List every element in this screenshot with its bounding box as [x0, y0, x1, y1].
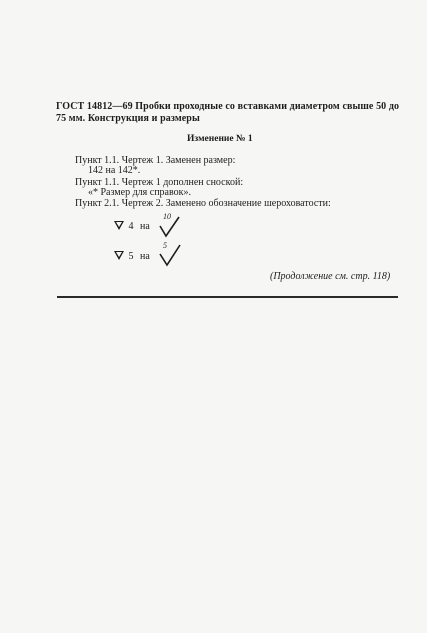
- paragraph-5: Пункт 2.1. Чертеж 2. Заменено обозначение шероховатости:: [75, 198, 331, 209]
- paragraph-2: 142 на 142*.: [88, 165, 141, 176]
- paragraph-4: «* Размер для справок».: [88, 187, 191, 198]
- roughness-row-2: [114, 250, 150, 262]
- horizontal-rule: [57, 296, 398, 298]
- heading-line-1: ГОСТ 14812—69 Пробки проходные со вставками диаметром свыше 50 до: [56, 101, 400, 112]
- roughness-triangle-icon: [114, 251, 124, 260]
- heading-line-2: 75 мм. Конструкция и размеры: [56, 113, 200, 124]
- roughness-old-class: 5: [128, 251, 134, 262]
- paragraph-3: Пункт 1.1. Чертеж 1 дополнен сноской:: [75, 177, 244, 188]
- roughness-joiner: на: [140, 221, 150, 232]
- document-heading: [56, 101, 401, 125]
- roughness-row-1: [114, 220, 150, 232]
- roughness-new-value: 10: [163, 212, 171, 221]
- roughness-check-icon: [158, 242, 182, 268]
- amendment-title: Изменение № 1: [187, 134, 253, 144]
- roughness-joiner: на: [140, 251, 150, 262]
- roughness-old-class: 4: [128, 221, 134, 232]
- paragraph-1: Пункт 1.1. Чертеж 1. Заменен размер:: [75, 155, 236, 166]
- roughness-new-value: 5: [163, 241, 167, 250]
- roughness-triangle-icon: [114, 221, 124, 230]
- continuation-note: (Продолжение см. стр. 118): [270, 271, 391, 282]
